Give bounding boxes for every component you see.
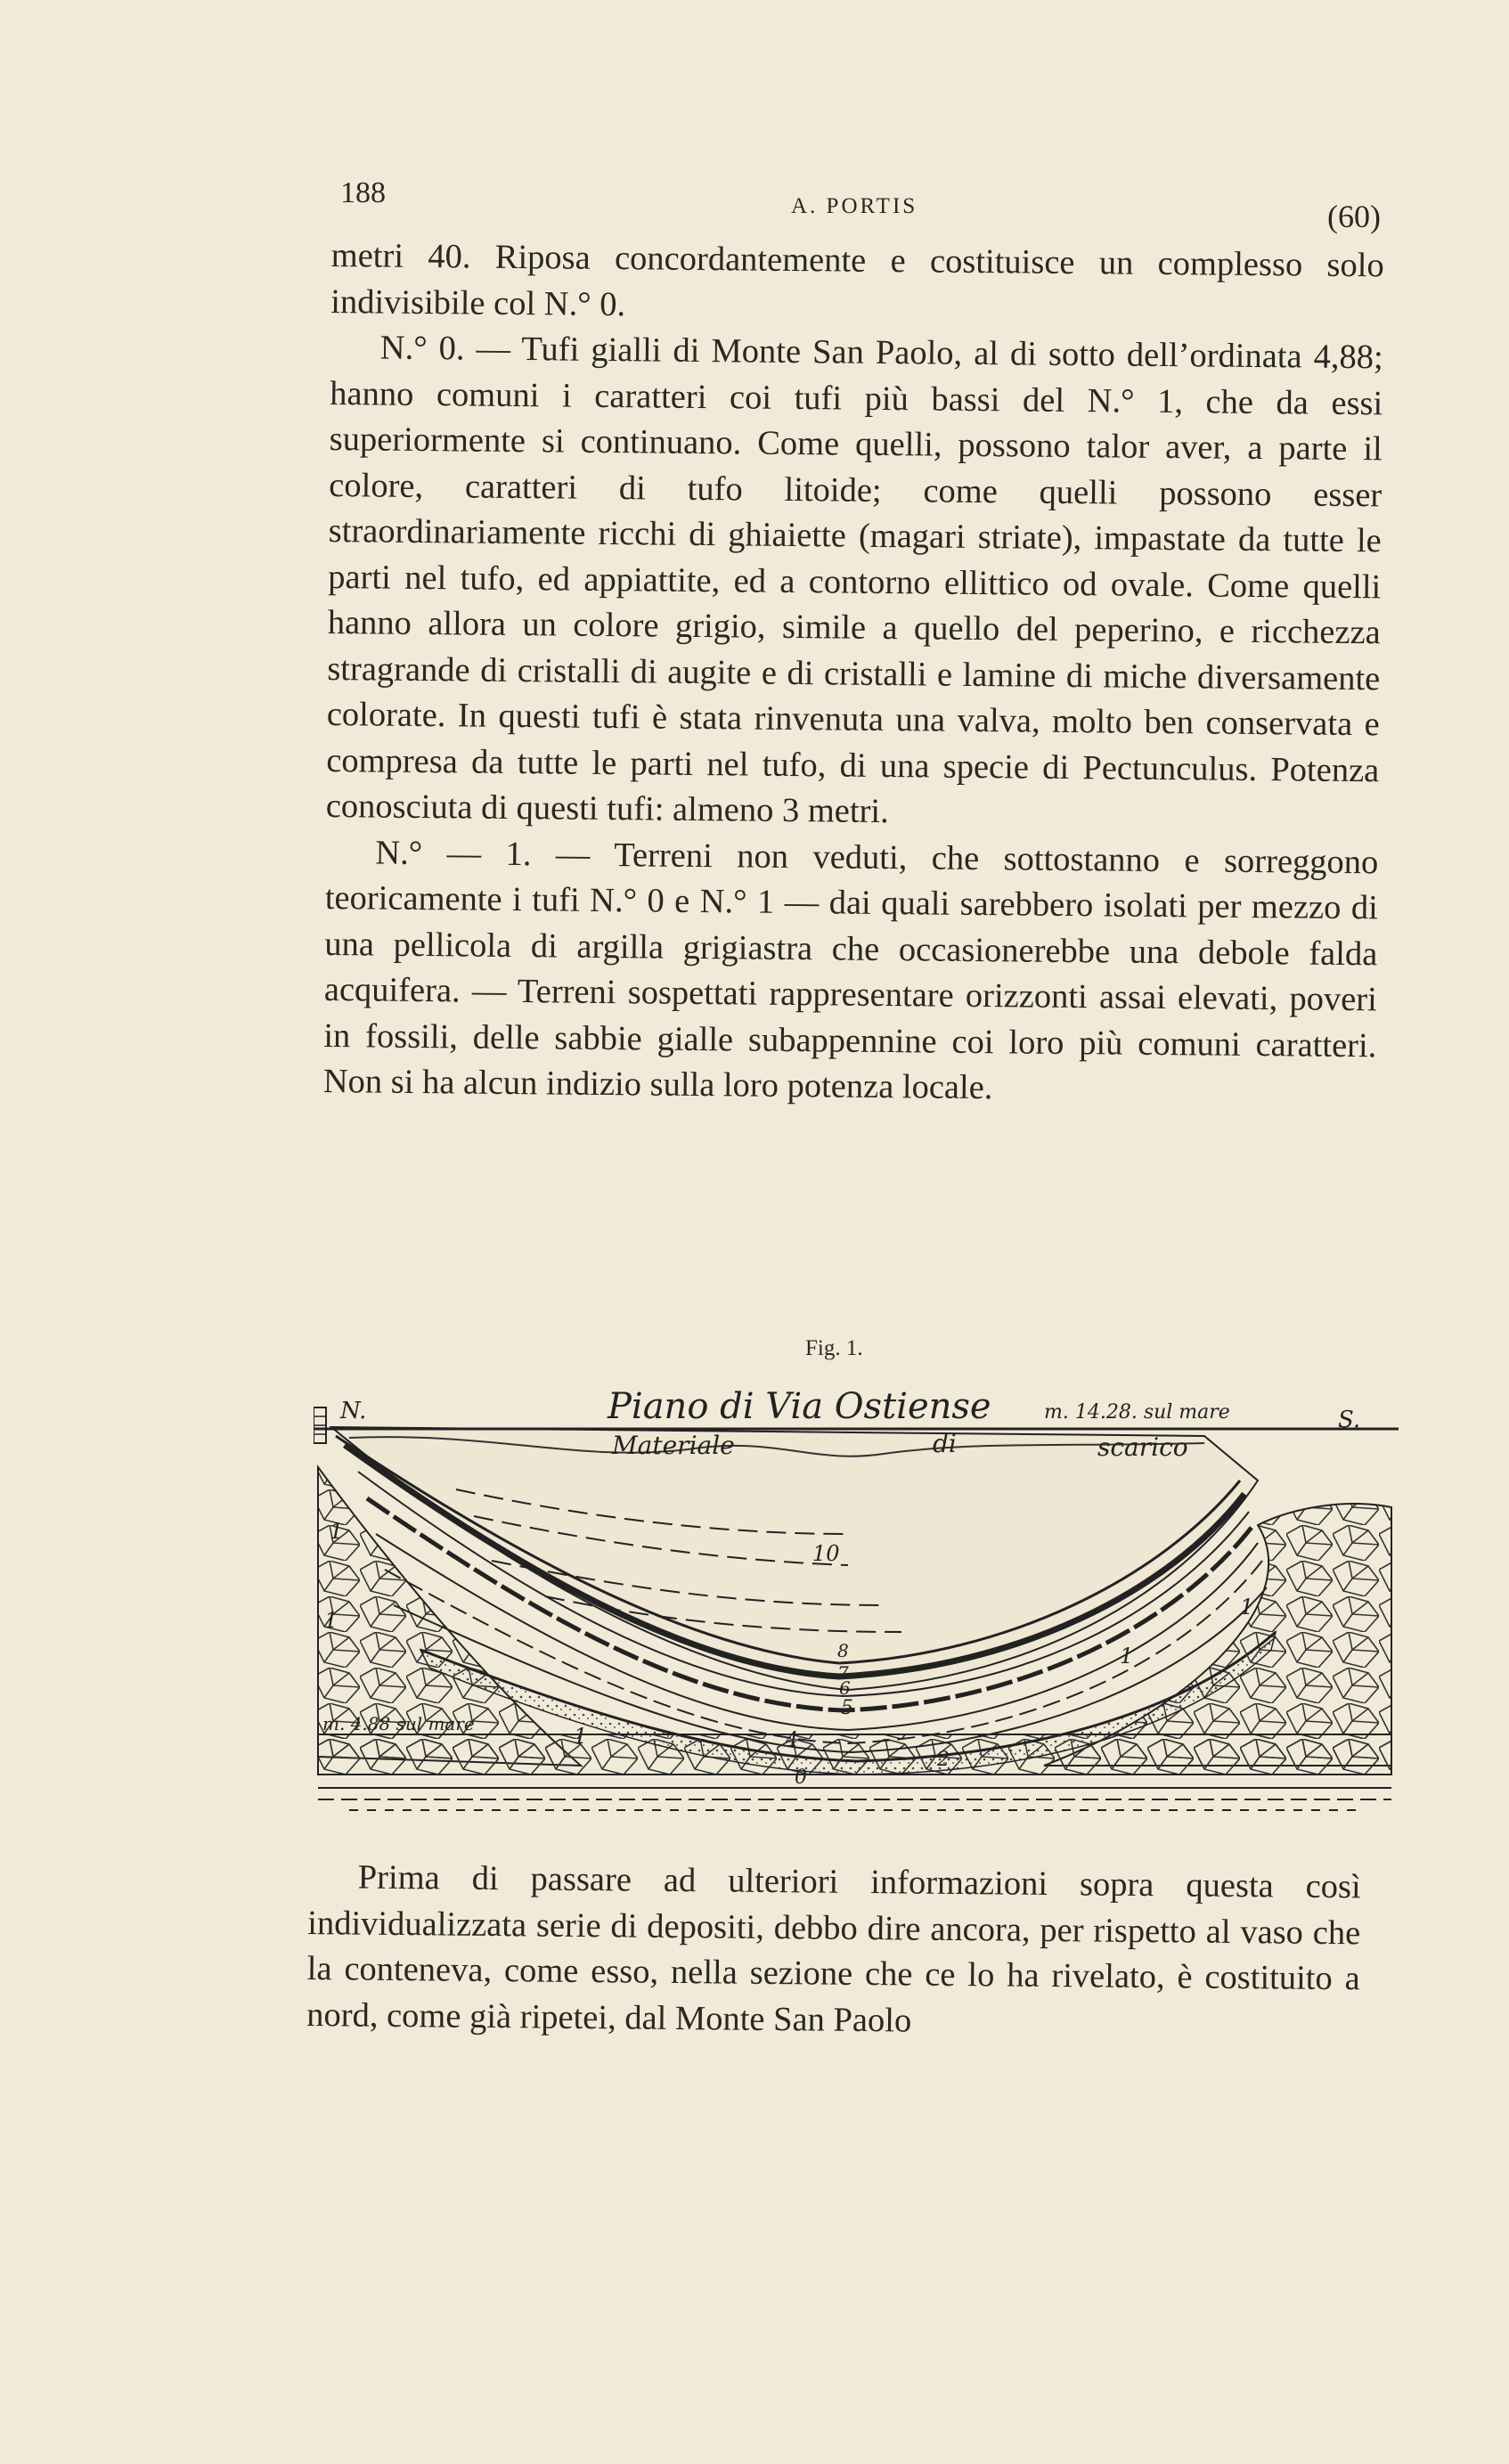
layer-label-10: 10 — [812, 1541, 840, 1566]
paragraph-2: N.° 0. — Tufi gialli di Monte San Paolo, al di sotto dell’ordinata 4,88; hanno comuni i caratteri coi tufi più bassi del N.° 1, che da essi superiormente si continuano. Come quelli, possono talor aver, a parte il colore, caratteri di tufo litoide; come quelli possono esser straordinariamente ricchi di ghiaiette (magari striate), impastate da tutte le parti nel tufo, ed appiattite, ed a contorno ellittico od ovale. Come quelli hanno allora un colore grigio, simile a quello del peperino, e ricchezza stragrande di cristalli di augite e di cristalli e lamine di miche diversamente colorate. In questi tufi è stata rinvenuta una valva, molto ben conservata e compresa da tutte le parti nel tufo, di una specie di Pectunculus. Potenza conosciuta di questi tufi: almeno 3 metri. — [325, 329, 1383, 831]
layer-label-6: 6 — [839, 1677, 851, 1699]
basin-fill — [331, 1427, 1258, 1690]
layer-label-1b: 1 — [324, 1608, 339, 1633]
layer-label-1e: 1 — [1120, 1644, 1134, 1669]
layer-label-1a: 1 — [330, 1519, 344, 1544]
top-line-label: Piano di Via Ostiense — [608, 1386, 991, 1427]
figure-caption: Fig. 1. — [805, 1336, 863, 1360]
layer-label-5: 5 — [841, 1697, 853, 1719]
materials-label-2: di — [933, 1429, 957, 1458]
south-label: S. — [1338, 1407, 1361, 1433]
layer-label-7: 7 — [837, 1662, 849, 1684]
section-drawing — [314, 1383, 1399, 1815]
paragraph-3: N.° — 1. — Terreni non veduti, che sottostanno e sorreggono teoricamente i tufi N.° 0 e N.° 1 — dai quali sarebbero isolati per mezzo di una pellicola di argilla grigiastra che occasionerebbe una debole falda acquifera. — Terreni sospettati rappresentare orizzonti assai elevati, poveri in fossili, delle sabbie gialle subappennine coi loro più comuni caratteri. Non si ha alcun indizio sulla loro potenza locale. — [322, 834, 1379, 1107]
section-number: (60) — [1327, 199, 1381, 234]
bottom-lines — [318, 1788, 1391, 1810]
paragraph-4: Prima di passare ad ulteriori informazioni sopra questa così individualizzata serie di depositi, debbo dire ancora, per rispetto al vaso che la conteneva, come esso, nella sezione che ce lo ha rivelato, è costituito a nord, come già ripetei, dal Monte San Paolo — [306, 1858, 1361, 2040]
geological-section-figure — [314, 1383, 1399, 1815]
layer-label-4: 4 — [786, 1729, 798, 1751]
left-level-label: m. 4.88 sul mare — [322, 1713, 475, 1734]
materials-label-3: scarico — [1097, 1432, 1188, 1462]
running-head-author: A. PORTIS — [791, 194, 918, 218]
paragraph-1: metri 40. Riposa concordantemente e costituisce un complesso solo indivisibile col N.° 0. — [330, 236, 1384, 323]
elevation-label: m. 14.28. sul mare — [1044, 1401, 1230, 1424]
page-number: 188 — [340, 176, 386, 209]
north-label: N. — [340, 1398, 367, 1424]
layer-label-8: 8 — [837, 1640, 849, 1661]
layer-label-1d: 1 — [1240, 1595, 1254, 1620]
materials-label-1: Materiale — [612, 1431, 735, 1460]
layer-label-1c: 1 — [574, 1724, 588, 1749]
lower-text-block — [306, 1855, 1361, 2048]
layer-label-0: 0 — [795, 1766, 807, 1789]
upper-text-block — [323, 233, 1384, 1115]
layer-label-2: 2 — [937, 1749, 950, 1771]
